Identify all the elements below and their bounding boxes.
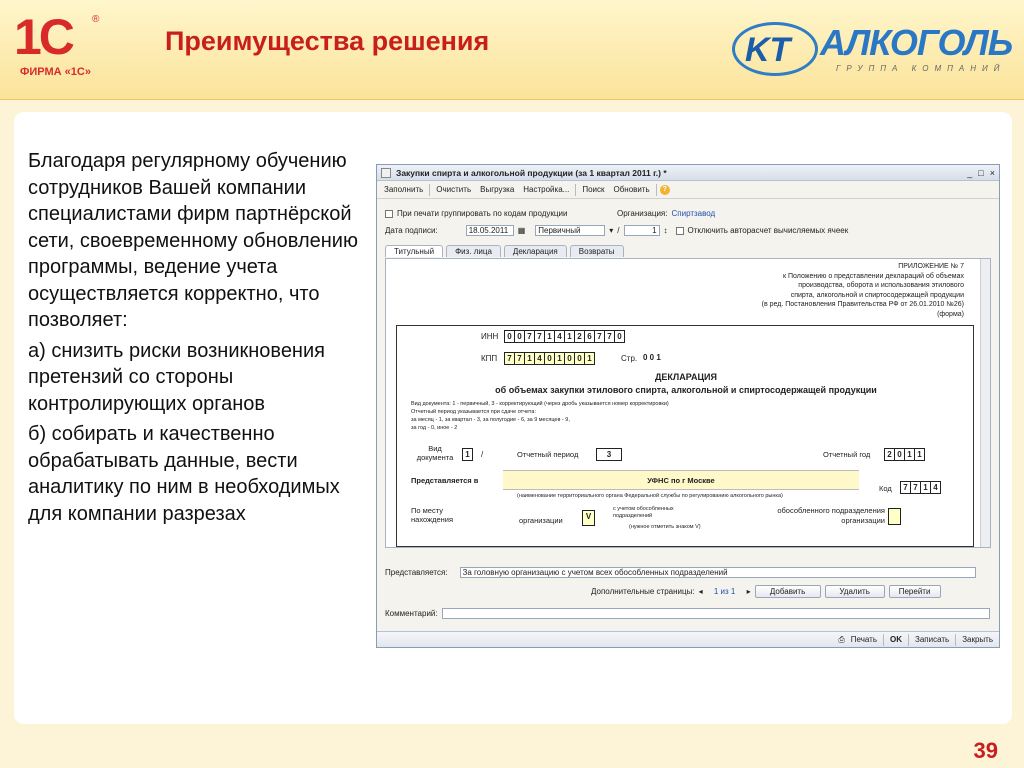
benefits-text (28, 148, 368, 531)
group-by-code-label: При печати группировать по кодам продукции (397, 209, 568, 218)
calendar-icon[interactable]: ▦ (517, 226, 526, 235)
branch-check-cell (889, 508, 901, 525)
inn-digit[interactable]: 0 (514, 330, 525, 343)
submits-row (385, 567, 976, 578)
mark-note: (нужное отметить знаком V) (629, 524, 701, 530)
kt-logo-group: ГРУППА КОМПАНИЙ (836, 64, 1006, 73)
declaration-subtitle: об объемах закупки этилового спирта, алкогольной и спиртосодержащей продукции (495, 385, 877, 395)
inn-cells (505, 330, 625, 343)
period-label: Отчетный период (517, 450, 579, 459)
kpp-digit[interactable]: 0 (574, 352, 585, 365)
inn-digit[interactable]: 0 (614, 330, 625, 343)
inn-label: ИНН (481, 332, 499, 341)
kpp-digit[interactable]: 4 (534, 352, 545, 365)
status-separator (955, 634, 956, 646)
code-digit[interactable]: 4 (930, 481, 941, 494)
tab-individuals[interactable]: Физ. лица (446, 245, 501, 257)
slide-title: Преимущества решения (165, 26, 490, 56)
save-button[interactable]: Записать (915, 635, 950, 644)
ok-button[interactable]: OK (890, 635, 902, 644)
chevron-down-icon[interactable]: ▾ (609, 226, 614, 235)
appendix-line: (форма) (937, 310, 964, 318)
status-separator (883, 634, 884, 646)
doc-type-select[interactable]: Первичный (535, 225, 605, 236)
toolbar-separator (429, 184, 430, 196)
declaration-sheet (385, 258, 991, 548)
export-button[interactable]: Выгрузка (480, 185, 515, 194)
maximize-button[interactable]: □ (978, 167, 984, 178)
comment-row (385, 608, 990, 619)
inn-digit[interactable]: 1 (564, 330, 575, 343)
1c-logo (14, 9, 114, 86)
code-digit[interactable]: 7 (910, 481, 921, 494)
benefits-intro: Благодаря регулярному обучению сотрудников Вашей компании специалистами фирм партнёрской сети, своевременному обновлению программы, ведение учета осуществляется корректно, что позволяет: (28, 150, 358, 331)
period-cell (597, 448, 622, 461)
form-frame (396, 325, 974, 547)
status-separator (908, 634, 909, 646)
note-line: Отчетный период указывается при сдаче отчета: (411, 409, 536, 415)
comment-label: Комментарий: (385, 609, 438, 618)
chevron-right-icon[interactable]: ▸ (746, 587, 751, 596)
comment-input[interactable] (442, 608, 990, 619)
sheet-scrollbar[interactable] (980, 259, 990, 548)
window-title: Закупки спирта и алкогольной продукции (за 1 квартал 2011 г.) * (396, 167, 667, 178)
add-page-button[interactable]: Добавить (755, 585, 821, 598)
kpp-digit[interactable]: 0 (544, 352, 555, 365)
benefit-a: а) снизить риски возникновения претензий со стороны контролирующих органов (28, 339, 325, 415)
submitted-authority[interactable]: УФНС по г Москве (503, 470, 859, 490)
close-button[interactable]: × (989, 167, 995, 178)
code-cells (901, 481, 941, 494)
tab-title-page[interactable]: Титульный (385, 245, 443, 257)
branch-check[interactable] (888, 508, 901, 525)
kt-logo-word: АЛКОГОЛЬ (820, 22, 1013, 63)
organization-link[interactable]: Спиртзавод (671, 209, 716, 218)
fill-button[interactable]: Заполнить (384, 185, 424, 194)
stepper-icon[interactable]: ↕ (663, 226, 668, 235)
appendix-line: к Положению о представлении деклараций об объемах (783, 272, 964, 280)
appendix-line: производства, оборота и использования этилового (798, 282, 964, 289)
inn-digit[interactable]: 6 (584, 330, 595, 343)
benefit-b: б) собирать и качественно обрабатывать данные, вести аналитику по ним в необходимых для компании разрезах (28, 423, 340, 525)
organization-row (617, 209, 715, 218)
kpp-digit[interactable]: 7 (514, 352, 525, 365)
chevron-left-icon[interactable]: ◂ (698, 587, 703, 596)
toolbar-separator (575, 184, 576, 196)
clear-button[interactable]: Очистить (436, 185, 472, 194)
note-line: Вид документа: 1 - первичный, 3 - корректирующий (через дробь указывается номер корректировки) (411, 401, 669, 407)
window-controls (967, 168, 995, 178)
type-number-separator: / (617, 226, 620, 235)
registered-mark: ® (92, 14, 100, 25)
inn-digit[interactable]: 7 (534, 330, 545, 343)
branch-location-label: обособленного подразделения организации (777, 506, 885, 525)
kt-alcohol-logo (732, 16, 1012, 82)
year-cells (885, 448, 925, 461)
group-by-code-checkbox[interactable] (385, 210, 393, 218)
1c-logo-firm: ФИРМА «1С» (20, 66, 91, 78)
code-digit[interactable]: 7 (900, 481, 911, 494)
close-form-button[interactable]: Закрыть (962, 635, 993, 644)
submits-select[interactable]: За головную организацию с учетом всех обособленных подразделений (460, 567, 976, 578)
settings-button[interactable]: Настройка... (523, 185, 570, 194)
sign-date-input[interactable]: 18.05.2011 (466, 225, 514, 236)
inn-digit[interactable]: 1 (544, 330, 555, 343)
kpp-digit[interactable]: 1 (524, 352, 535, 365)
code-label: Код (879, 484, 892, 493)
kpp-digit[interactable]: 1 (584, 352, 595, 365)
page-value: 0 0 1 (643, 353, 661, 362)
app-window (376, 164, 1000, 648)
authority-note: (наименование территориального органа Федеральной службы по регулированию алкогольного рынка) (517, 493, 783, 499)
kt-logo-letters: KT (745, 31, 791, 69)
delete-page-button[interactable]: Удалить (825, 585, 885, 598)
inn-digit[interactable]: 7 (524, 330, 535, 343)
organization-label: Организация: (617, 209, 668, 218)
slide-number: 39 (973, 738, 998, 763)
inn-digit[interactable]: 2 (574, 330, 585, 343)
sign-date-label: Дата подписи: (385, 226, 438, 235)
1c-logo-mark: 1С (14, 9, 72, 65)
doc-kind-cell (463, 448, 473, 461)
window-toolbar (377, 181, 999, 199)
refresh-button[interactable]: Обновить (613, 185, 650, 194)
extra-pages-label: Дополнительные страницы: (591, 587, 695, 596)
code-digit[interactable]: 1 (920, 481, 931, 494)
toolbar-separator (656, 184, 657, 196)
location-label: По месту нахождения (411, 506, 454, 524)
minimize-button[interactable]: _ (967, 167, 973, 178)
kpp-digit[interactable]: 7 (504, 352, 515, 365)
organization-check-cell (583, 510, 595, 526)
doc-kind-digit[interactable]: 1 (462, 448, 473, 461)
inn-digit[interactable]: 7 (594, 330, 605, 343)
appendix-line: ПРИЛОЖЕНИЕ № 7 (898, 263, 964, 270)
doc-type-note (411, 400, 669, 432)
organization-check[interactable]: V (582, 510, 595, 526)
group-by-code-row (385, 209, 567, 218)
tab-declaration[interactable]: Декларация (504, 245, 567, 257)
kpp-label: КПП (481, 354, 498, 363)
kt-logo-mark (732, 22, 818, 76)
search-button[interactable]: Поиск (582, 185, 605, 194)
inn-digit[interactable]: 4 (554, 330, 565, 343)
page-label: Стр. (621, 354, 638, 363)
tab-returns[interactable]: Возвраты (570, 245, 624, 257)
slide-header (0, 0, 1024, 100)
kpp-digit[interactable]: 1 (554, 352, 565, 365)
inn-digit[interactable]: 7 (604, 330, 615, 343)
submits-label: Представляется: (385, 568, 448, 577)
print-button[interactable]: Печать (850, 635, 877, 644)
submitted-label: Представляется в (411, 476, 479, 485)
year-label: Отчетный год (823, 450, 871, 459)
go-to-page-button[interactable]: Перейти (889, 585, 941, 598)
organization-location-label: организации (519, 516, 563, 525)
window-statusbar (377, 631, 999, 647)
autocalc-label: Отключить авторасчет вычисляемых ячеек (687, 226, 849, 235)
year-digit[interactable]: 1 (904, 448, 915, 461)
year-digit[interactable]: 2 (884, 448, 895, 461)
note-line: за месяц - 1, за квартал - 3, за полугодие - 6, за 9 месяцев - 9, (411, 417, 570, 423)
correction-number-input[interactable]: 1 (624, 225, 660, 236)
sign-date-row (385, 225, 848, 236)
doc-kind-label: Вид документа (416, 444, 454, 462)
appendix-line: (в ред. Постановления Правительства РФ от 26.01.2010 №26) (761, 301, 964, 308)
kpp-cells (505, 352, 595, 365)
extra-pages-row (591, 585, 941, 598)
with-branches-label: с учетом обособленных подразделений (613, 506, 674, 519)
help-icon[interactable]: ? (660, 185, 670, 195)
inn-digit[interactable]: 0 (504, 330, 515, 343)
kpp-digit[interactable]: 0 (564, 352, 575, 365)
appendix-line: спирта, алкогольной и спиртосодержащей продукции (790, 291, 964, 299)
print-icon: ⎙ (838, 634, 845, 644)
document-icon (381, 168, 391, 178)
form-tabs (385, 245, 624, 257)
period-digit[interactable]: 3 (596, 448, 622, 461)
note-line: за год - 0, иное - 2 (411, 425, 458, 431)
appendix-note (762, 262, 964, 319)
declaration-title: ДЕКЛАРАЦИЯ (655, 372, 717, 382)
autocalc-checkbox[interactable] (676, 227, 684, 235)
pages-count: 1 из 1 (713, 587, 736, 596)
year-digit[interactable]: 1 (914, 448, 925, 461)
doc-kind-slash: / (481, 450, 484, 459)
year-digit[interactable]: 0 (894, 448, 905, 461)
window-titlebar (377, 165, 999, 181)
